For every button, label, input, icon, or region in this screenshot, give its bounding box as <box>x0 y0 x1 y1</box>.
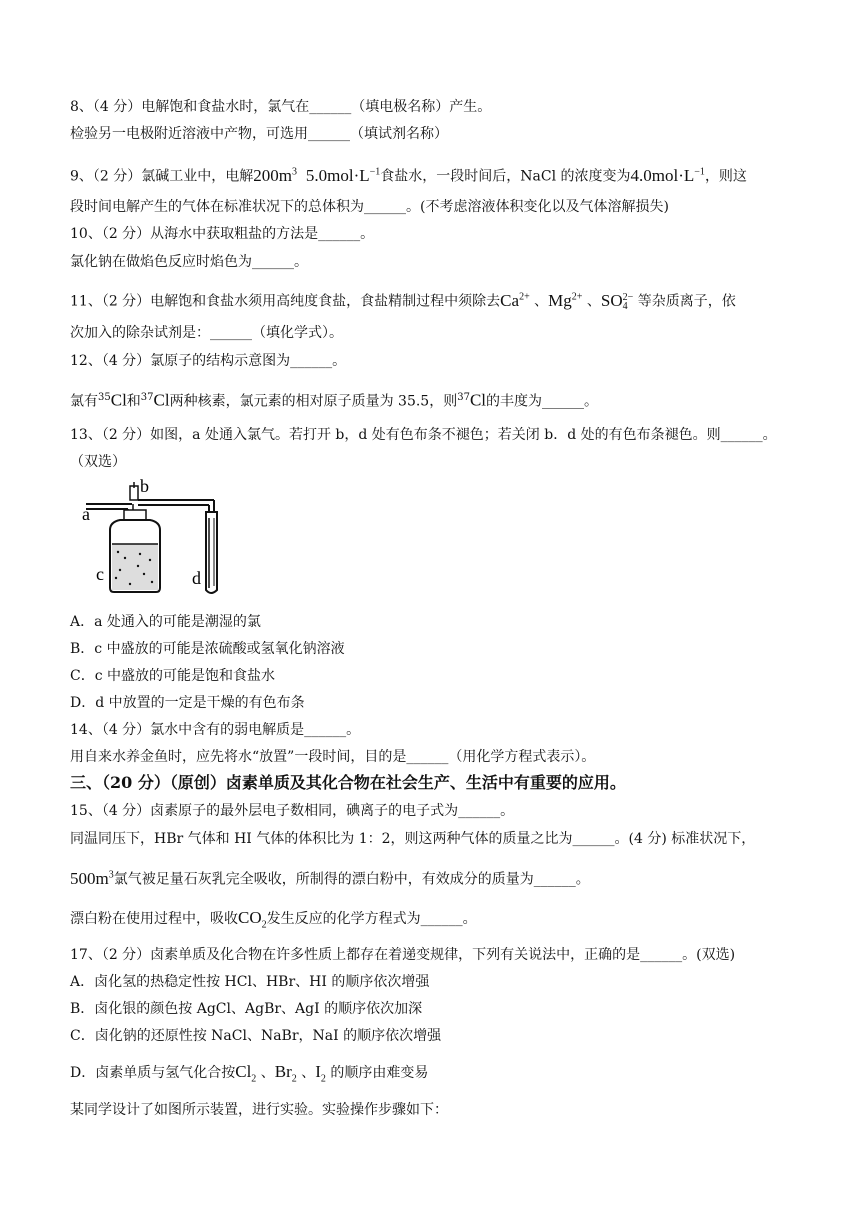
q9-text-a: 9、（2 分）氯碱工业中，电解 <box>70 168 254 185</box>
q9-concentration-2: $4.0mol\cdot L^{-1}$ <box>630 165 705 185</box>
q15-text-b: 发生反应的化学方程式为______。 <box>266 911 477 927</box>
label-a: a <box>82 504 90 524</box>
formula-br2: $Br_2$ <box>274 1062 297 1085</box>
ion-so4: SO 2− 4 <box>600 290 634 312</box>
formula-cl2: $Cl_2$ <box>235 1062 257 1085</box>
q9-volume: $200m^3$ <box>253 165 297 185</box>
experiment-intro: 某同学设计了如图所示装置，进行实验。实验操作步骤如下： <box>70 1102 448 1118</box>
q14-line2: 用自来水养金鱼时，应先将水“放置”一段时间，目的是______（用化学方程式表示）。 <box>70 749 596 765</box>
mass-number-35: 35 <box>98 392 111 403</box>
q12-line2 <box>70 388 820 412</box>
ion-ca: $Ca^{2+}$ <box>500 290 530 310</box>
cl-symbol: Cl <box>110 390 127 410</box>
q14-line1: 14、（4 分）氯水中含有的弱电解质是______。 <box>70 722 361 738</box>
q12-text-d: 的丰度为______。 <box>486 393 599 410</box>
q13-option-d: D．d 中放置的一定是干燥的有色布条 <box>70 695 305 711</box>
q17-option-a: A．卤化氢的热稳定性按 HCl、HBr、HI 的顺序依次增强 <box>70 974 430 990</box>
q17-option-b: B．卤化银的颜色按 AgCl、AgBr、AgI 的顺序依次加深 <box>70 1001 423 1017</box>
q15-line4 <box>70 908 820 935</box>
label-c: c <box>96 564 104 584</box>
q17-line1: 17、（2 分）卤素单质及化合物在许多性质上都存在着递变规律，下列有关说法中，正确的是______。(双选) <box>70 947 736 963</box>
q12-line1: 12、（4 分）氯原子的结构示意图为______。 <box>70 353 347 369</box>
q15-volume: $500m^3$ <box>70 868 114 888</box>
q10-line1: 10、（2 分）从海水中获取粗盐的方法是______。 <box>70 226 375 242</box>
q15-line2: 同温同压下，HBr 气体和 HI 气体的体积比为 1：2，则这两种气体的质量之比为______。(4 分) 标准状况下， <box>70 831 756 847</box>
q12-text-b: 和 <box>126 393 141 410</box>
q17-option-c: C．卤化钠的还原性按 NaCl、NaBr，NaI 的顺序依次增强 <box>70 1028 442 1044</box>
q10-line2: 氯化钠在做焰色反应时焰色为______。 <box>70 254 308 270</box>
q12-text-a: 氯有 <box>70 393 98 410</box>
q11-text-a: 11、（2 分）电解饱和食盐水须用高纯度食盐，食盐精制过程中须除去 <box>70 293 501 310</box>
q17-d-text-b: 的顺序由难变易 <box>325 1065 429 1081</box>
label-b: b <box>140 478 149 496</box>
mass-number-37: 37 <box>140 392 154 403</box>
q11-text-b: 等杂质离子，依 <box>633 293 736 310</box>
q11-line2: 次加入的除杂试剂是：______（填化学式）。 <box>70 325 343 341</box>
q17-d-text-a: D．卤素单质与氢气化合按 <box>70 1065 236 1081</box>
q17-option-d <box>70 1062 820 1089</box>
q9-text-b: 食盐水，一段时间后，NaCl 的浓度变为 <box>380 168 631 185</box>
q9-text-c: ，则这 <box>704 168 747 185</box>
q8-line1: 8、（4 分）电解饱和食盐水时，氯气在______（填电极名称）产生。 <box>70 99 492 115</box>
cl-symbol: Cl <box>153 390 170 410</box>
separator: 、 <box>529 293 549 310</box>
section-3-heading: 三、（20 分）（原创）卤素单质及其化合物在社会生产、生活中有重要的应用。 <box>70 773 626 792</box>
q13-line1: 13、（2 分）如图，a 处通入氯气。若打开 b，d 处有色布条不褪色；若关闭 b．d 处的有色布条褪色。则______。 <box>70 427 777 443</box>
apparatus-figure <box>80 478 230 596</box>
cl-symbol: Cl <box>469 390 487 410</box>
label-d: d <box>192 568 201 588</box>
q9-concentration: $5.0mol\cdot L^{-1}$ <box>305 165 381 185</box>
q13-option-b: B．c 中盛放的可能是浓硫酸或氢氧化钠溶液 <box>70 641 345 657</box>
separator: 、 <box>296 1065 316 1081</box>
q15-text: 氯气被足量石灰乳完全吸收，所制得的漂白粉中，有效成分的质量为______。 <box>113 871 590 888</box>
q15-text-a: 漂白粉在使用过程中，吸收 <box>70 911 238 927</box>
q9-line2: 段时间电解产生的气体在标准状况下的总体积为______。(不考虑溶液体积变化以及气体溶解损失) <box>70 199 669 215</box>
q12-text-c: 两种核素，氯元素的相对原子质量为 35.5，则 <box>169 393 458 410</box>
q15-line1: 15、（4 分）卤素原子的最外层电子数相同，碘离子的电子式为______。 <box>70 803 515 819</box>
q8-line2: 检验另一电极附近溶液中产物，可选用______（填试剂名称） <box>70 126 448 142</box>
ion-mg: $Mg^{2+}$ <box>548 290 583 310</box>
q13-option-c: C．c 中盛放的可能是饱和食盐水 <box>70 668 276 684</box>
q15-line3 <box>70 865 820 890</box>
q11-line1 <box>70 287 820 312</box>
mass-number-37: 37 <box>457 392 470 403</box>
formula-i2: $I_2$ <box>315 1062 326 1085</box>
q13-option-a: A．a 处通入的可能是潮湿的氯 <box>70 614 261 630</box>
separator: 、 <box>256 1065 275 1081</box>
co2-formula: $CO_2$ <box>238 908 267 931</box>
q9-line1 <box>70 162 820 187</box>
separator: 、 <box>582 293 601 310</box>
q13-line2: （双选） <box>70 454 126 470</box>
